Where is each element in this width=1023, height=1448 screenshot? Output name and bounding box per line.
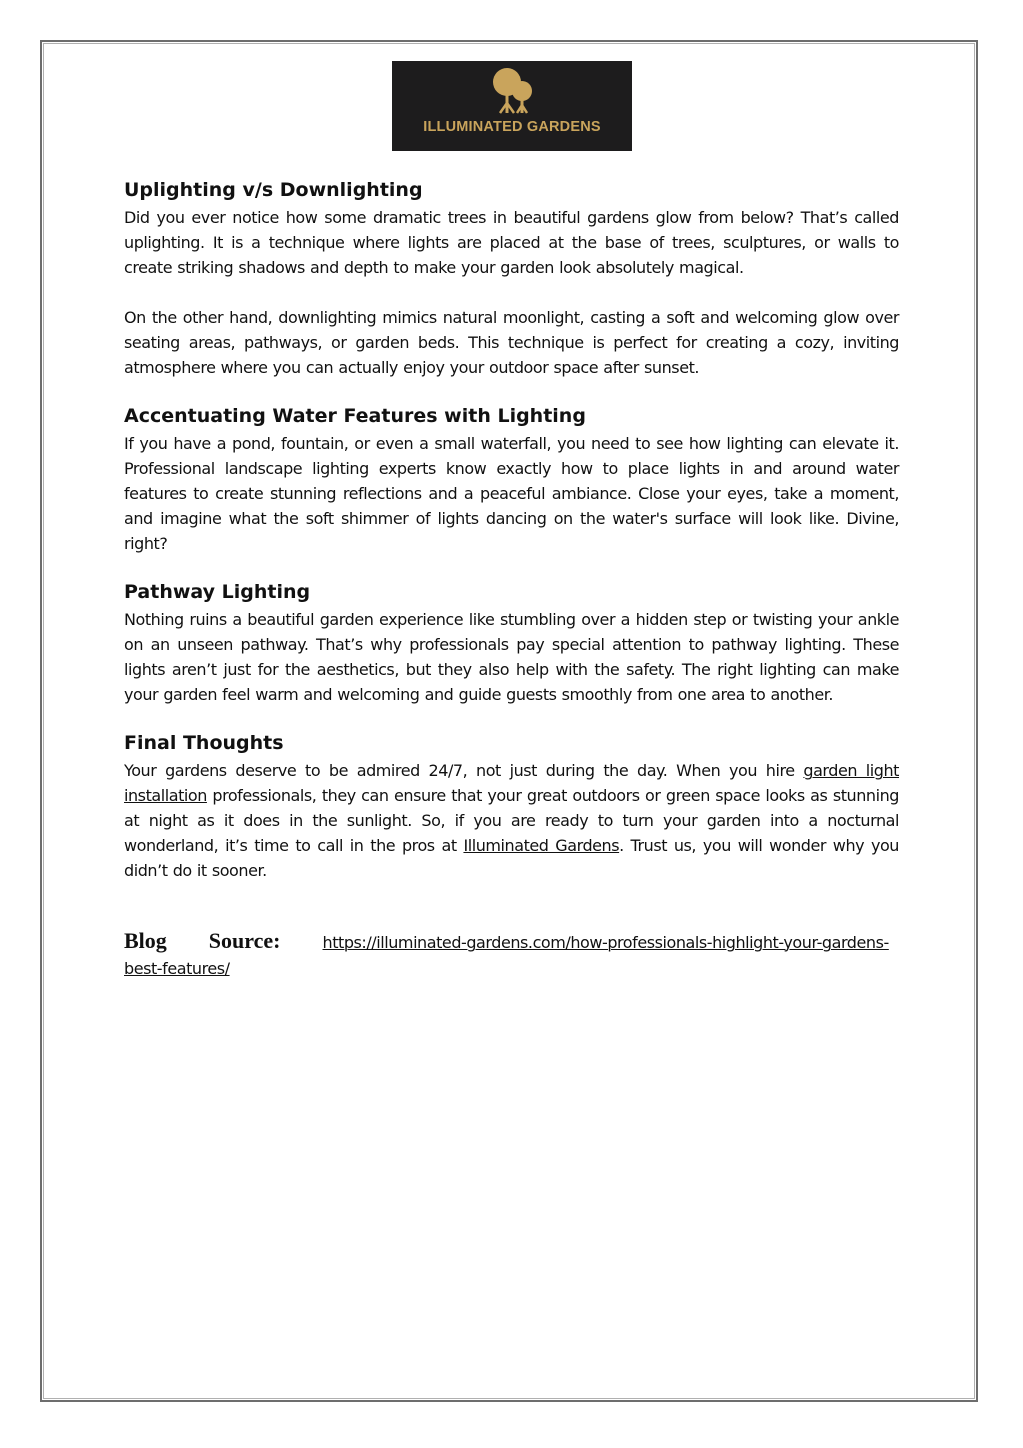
paragraph [124,758,899,883]
blog-source-label: Blog Source: [124,928,281,953]
section-heading: Accentuating Water Features with Lighting [124,405,586,427]
two-trees-icon [490,67,536,117]
paragraph: Nothing ruins a beautiful garden experience like stumbling over a hidden step or twisting your ankle on an unseen pathway. That’s why professionals pay special attention to pathway lighting. These lights aren’t just for the aesthetics, but they also help with the safety. The right lighting can make your garden feel warm and welcoming and guide guests smoothly from one area to another. [124,610,899,704]
illuminated-gardens-link[interactable]: Illuminated Gardens [463,836,620,855]
paragraph: On the other hand, downlighting mimics natural moonlight, casting a soft and welcoming glow over seating areas, pathways, or garden beds. This technique is perfect for creating a cozy, inviting atmosphere where you can actually enjoy your outdoor space after sunset. [124,308,899,377]
section-heading: Pathway Lighting [124,581,311,603]
paragraph-text: professionals, they can ensure that your great outdoors or green space looks as stunning at night as it does in the sunlight. So, if you are ready to turn your garden into a nocturnal wonderland, it’s time to call in the pros at [124,786,899,855]
paragraph: If you have a pond, fountain, or even a small waterfall, you need to see how lighting can elevate it. Professional landscape lighting experts know exactly how to place lights in and around water features to create stunning reflections and a peaceful ambiance. Close your eyes, take a moment, and imagine what the soft shimmer of lights dancing on the water's surface will look like. Divine, right? [124,434,899,553]
article-content [124,176,899,982]
section-heading: Uplighting v/s Downlighting [124,179,423,201]
logo-text: ILLUMINATED GARDENS [423,119,601,135]
blog-source-link[interactable]: https://illuminated-gardens.com/how-professionals-highlight-your-gardens-best-features/ [124,933,889,978]
paragraph: Did you ever notice how some dramatic trees in beautiful gardens glow from below? That’s called uplighting. It is a technique where lights are placed at the base of trees, sculptures, or walls to create striking shadows and depth to make your garden look absolutely magical. [124,208,899,277]
company-logo [392,61,632,151]
paragraph-text: . Trust us, you will wonder why you didn’t do it sooner. [124,836,899,880]
blog-source [124,928,899,982]
section-heading: Final Thoughts [124,732,284,754]
garden-light-installation-link[interactable]: garden light installation [124,761,899,805]
paragraph-text: Your gardens deserve to be admired 24/7, not just during the day. When you hire [124,761,804,780]
